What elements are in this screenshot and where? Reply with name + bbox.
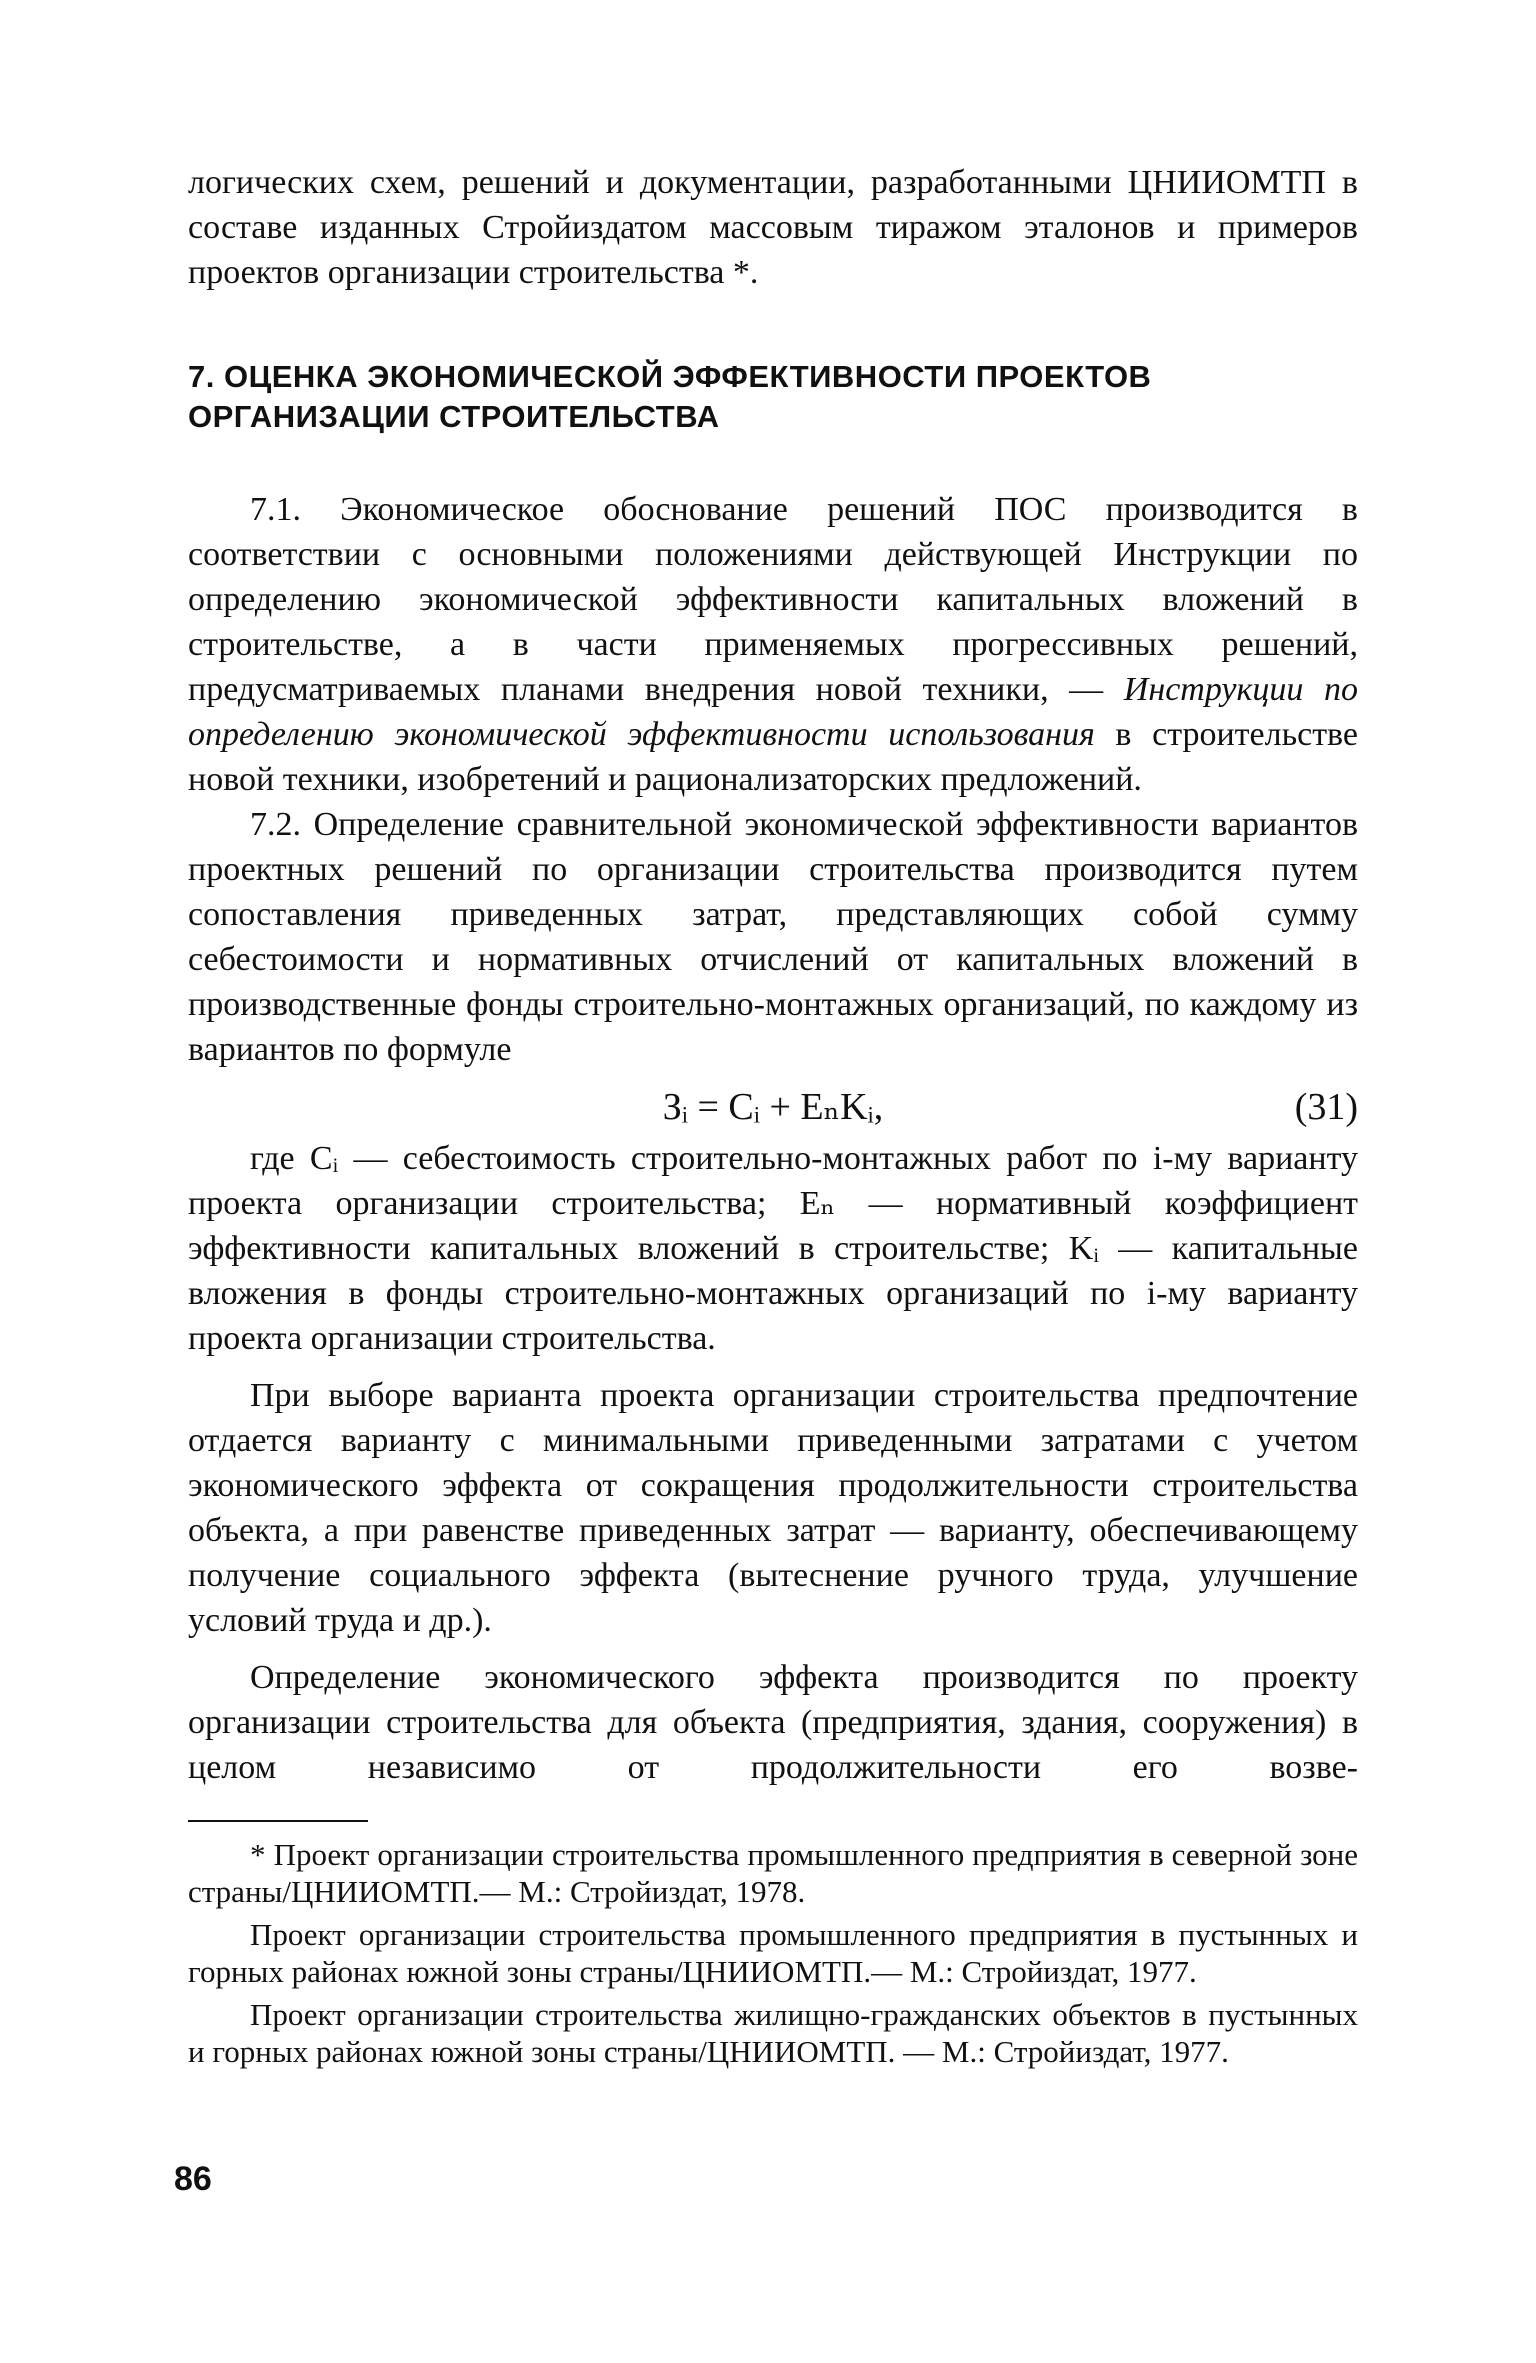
- page-number: 86: [174, 2160, 212, 2198]
- formula-number: (31): [1294, 1086, 1358, 1128]
- formula: Зᵢ = Cᵢ + EₙKᵢ,: [662, 1086, 884, 1128]
- footnote-2: Проект организации строительства промышленного предприятия в пустынных и горных районах южной зоны страны/ЦНИИОМТП.— М.: Стройиздат, 1977.: [188, 1917, 1358, 1989]
- page-body: [188, 160, 1358, 2076]
- footnote-divider: [188, 1820, 368, 1822]
- section-heading: 7. ОЦЕНКА ЭКОНОМИЧЕСКОЙ ЭФФЕКТИВНОСТИ ПРОЕКТОВ ОРГАНИЗАЦИИ СТРОИТЕЛЬСТВА: [188, 359, 1152, 434]
- paragraph-7-1-tail: в строительстве новой техники, изобретений и рационализаторских предложений.: [188, 716, 1358, 798]
- formula-row: [188, 1078, 1358, 1136]
- footnote-1: * Проект организации строительства промышленного предприятия в северной зоне страны/ЦНИИОМТП.— М.: Стройиздат, 1978.: [188, 1837, 1358, 1909]
- intro-paragraph: логических схем, решений и документации, разработанными ЦНИИОМТП в составе изданных Стройиздатом массовым тиражом эталонов и примеров проектов организации строительства *.: [188, 164, 1358, 291]
- footnote-3: Проект организации строительства жилищно-гражданских объектов в пустынных и горных районах южной зоны страны/ЦНИИОМТП. — М.: Стройиздат, 1977.: [188, 1997, 1358, 2069]
- paragraph-effect: Определение экономического эффекта производится по проекту организации строительства для объекта (предприятия, здания, сооружения) в целом независимо от продолжительности его возве-: [188, 1659, 1358, 1786]
- paragraph-7-1-italic: Инструкции по определению экономической эффективности использования: [188, 671, 1358, 753]
- paragraph-7-1: [188, 487, 1358, 802]
- formula-explanation: где Cᵢ — себестоимость строительно-монтажных работ по i-му варианту проекта организации строительства; Eₙ — нормативный коэффициент эффективности капитальных вложений в строительстве; Kᵢ — капитальные вложения в фонды строительно-монтажных организаций по i-му варианту проекта организации строительства.: [188, 1140, 1358, 1357]
- paragraph-7-1-lead: 7.1. Экономическое обоснование решений ПОС производится в соответствии с основными положениями действующей Инструкции по определению экономической эффективности капитальных вложений в строительстве, а в части применяемых прогрессивных решений, предусматриваемых планами внедрения новой техники, —: [188, 491, 1358, 708]
- paragraph-7-2: 7.2. Определение сравнительной экономической эффективности вариантов проектных решений по организации строительства производится путем сопоставления приведенных затрат, представляющих собой сумму себестоимости и нормативных отчислений от капитальных вложений в производственные фонды строительно-монтажных организаций, по каждому из вариантов по формуле: [188, 806, 1358, 1068]
- paragraph-choice: При выборе варианта проекта организации строительства предпочтение отдается варианту с минимальными приведенными затратами с учетом экономического эффекта от сокращения продолжительности строительства объекта, а при равенстве приведенных затрат — варианту, обеспечивающему получение социального эффекта (вытеснение ручного труда, улучшение условий труда и др.).: [188, 1377, 1358, 1639]
